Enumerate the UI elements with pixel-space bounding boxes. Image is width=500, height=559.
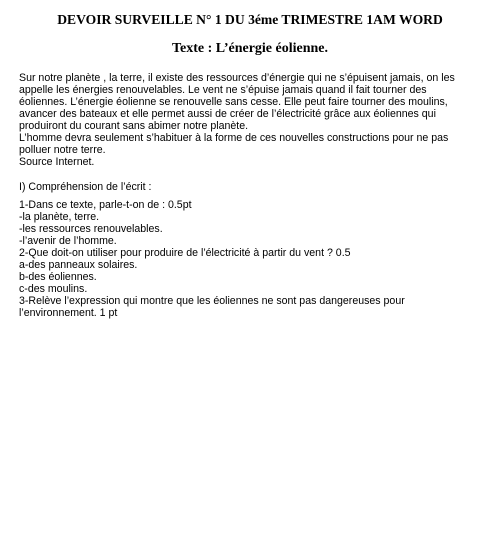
section-heading-text: I) Compréhension de l’écrit : [19,181,152,193]
passage-line: polluer notre terre. [19,144,106,156]
question-line: 3-Relève l’expression qui montre que les éoliennes ne sont pas dangereuses pour [19,295,405,307]
question-line: l’environnement. 1 pt [19,307,118,319]
question-line: 2-Que doit-on utiliser pour produire de l’électricité à partir du vent ? 0.5 [19,247,351,259]
answer-option: a-des panneaux solaires. [19,259,138,271]
passage-line: avancer des bateaux et elle permet aussi de créer de l’électricité grâce aux éoliennes qui [19,108,436,120]
section-heading [19,181,489,193]
questions-list [19,199,489,319]
passage-line: appelle les énergies renouvelables. Le vent ne s’épuise jamais quand il fait tourner des [19,84,427,96]
passage-paragraph [19,72,489,168]
text-title: Texte : L’énergie éolienne. [171,41,329,56]
passage-line: produiront du courant sans abimer notre planète. [19,120,249,132]
answer-option: -la planète, terre. [19,211,100,223]
passage-line: éoliennes. L’énergie éolienne se renouvelle sans cesse. Elle peut faire tourner des moulins, [19,96,448,108]
answer-option: b-des éoliennes. [19,271,97,283]
answer-option: c-des moulins. [19,283,88,295]
source-line: Source Internet. [19,156,95,168]
document-title: DEVOIR SURVEILLE N° 1 DU 3éme TRIMESTRE 1AM WORD [57,12,443,27]
answer-option: -l’avenir de l’homme. [19,235,117,247]
question-line: 1-Dans ce texte, parle-t-on de : 0.5pt [19,199,192,211]
passage-line: L’homme devra seulement s’habituer à la forme de ces nouvelles constructions pour ne pas [19,132,449,144]
passage-line: Sur notre planète , la terre, il existe des ressources d’énergie qui ne s’épuisent jamais, on les [19,72,455,84]
answer-option: -les ressources renouvelables. [19,223,163,235]
